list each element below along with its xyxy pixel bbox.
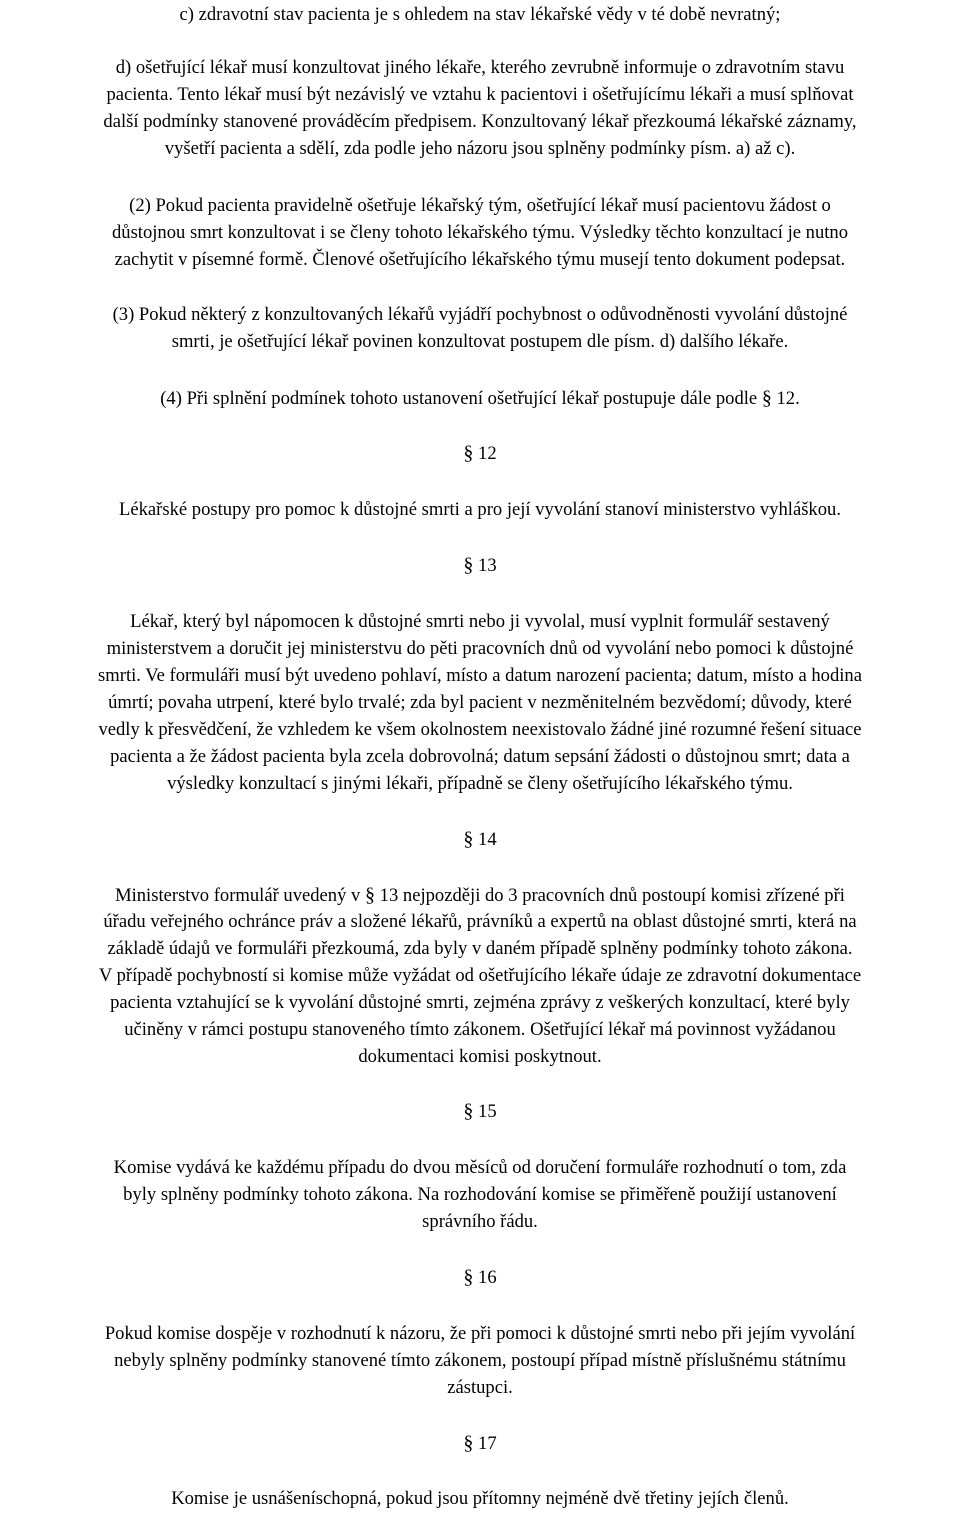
section-heading-15 [0,1098,960,1126]
text-line: dokumentaci komisi poskytnout. [358,1046,602,1067]
text-line: pacienta. Tento lékař musí být nezávislý ve vztahu k pacientovi i ošetřujícímu lékaři a musí splňovat [106,84,854,105]
text-line: Lékařské postupy pro pomoc k důstojné smrti a pro její vyvolání stanoví ministerstvo vyhláškou. [119,499,841,520]
section-heading-16 [0,1264,960,1292]
text-segment: Ministerstvo formulář uvedený v [115,885,361,906]
section-number: 16 [478,1267,497,1288]
text-line: ministerstvem a doručit jej ministerstvu do pěti pracovních dnů od vyvolání nebo pomoci k důstojné [106,638,854,659]
section-symbol: § [463,442,474,464]
text-line: úmrtí; povaha utrpení, které bylo trvalé; zda byl pacient v nezměnitelném bezvědomí; důvody, které [108,692,852,713]
text-segment: 13 nejpozději do 3 pracovních dnů postoupí komisi zřízené při [379,885,845,906]
text-line: Komise je usnášeníschopná, pokud jsou přítomny nejméně dvě třetiny jejích členů. [171,1488,789,1509]
text-line: pacienta vztahující se k vyvolání důstojné smrti, zejména zprávy z veškerých konzultací, které byly [110,992,850,1013]
section-symbol: § [365,884,376,906]
text-line: důstojnou smrt konzultovat i se členy tohoto lékařského týmu. Výsledky těchto konzultací je nutno [111,222,849,243]
section-symbol: § [463,828,474,850]
section-symbol: § [463,1266,474,1288]
text-line: výsledky konzultací s jinými lékaři, případně se členy ošetřujícího lékařského týmu. [167,773,793,794]
section-symbol: § [761,387,772,409]
text-line: (3) Pokud některý z konzultovaných lékařů vyjádří pochybnost o odůvodněnosti vyvolání důstojné [112,304,848,325]
text-line: další podmínky stanovené prováděcím předpisem. Konzultovaný lékař přezkoumá lékařské záznamy, [103,111,857,132]
text-line [0,385,960,413]
text-line: Komise vydává ke každému případu do dvou měsíců od doručení formuláře rozhodnutí o tom, zda [113,1157,847,1178]
text-line: Lékař, který byl nápomocen k důstojné smrti nebo ji vyvolal, musí vyplnit formulář sestavený [130,611,830,632]
text-line: V případě pochybností si komise může vyžádat od ošetřujícího lékaře údaje ze zdravotní dokumentace [98,965,862,986]
text-line: učiněny v rámci postupu stanoveného tímto zákonem. Ošetřující lékař má povinnost vyžádanou [124,1019,836,1040]
section-heading-17 [0,1430,960,1458]
section-number: 12 [478,443,497,464]
text-line: vyšetří pacienta a sdělí, zda podle jeho názoru jsou splněny podmínky písm. a) až c). [164,138,796,159]
section-number: 15 [478,1101,497,1122]
text-line: vedly k přesvědčení, že vzhledem ke všem okolnostem neexistovalo žádné jiné rozumné řešení situace [98,719,862,740]
section-symbol: § [463,1432,474,1454]
text-line: byly splněny podmínky tohoto zákona. Na rozhodování komise se přiměřeně použijí ustanovení [123,1184,837,1205]
section-reference: 12. [776,388,800,409]
section-heading-14 [0,826,960,854]
text-line: (2) Pokud pacienta pravidelně ošetřuje lékařský tým, ošetřující lékař musí pacientovu žádost o [129,195,831,216]
section-number: 13 [478,555,497,576]
text-line: zástupci. [447,1377,513,1398]
text-line: nebyly splněny podmínky stanovené tímto zákonem, postoupí případ místně příslušnému státnímu [114,1350,846,1371]
text-segment: (4) Při splnění podmínek tohoto ustanovení ošetřující lékař postupuje dále podle [160,388,758,409]
text-line: d) ošetřující lékař musí konzultovat jiného lékaře, kterého zevrubně informuje o zdravotním stavu [115,57,845,78]
section-symbol: § [463,554,474,576]
text-line: c) zdravotní stav pacienta je s ohledem na stav lékařské vědy v té době nevratný; [179,4,781,25]
text-line: Pokud komise dospěje v rozhodnutí k názoru, že při pomoci k důstojné smrti nebo při jejím vyvolání [104,1323,856,1344]
section-heading-13 [0,552,960,580]
section-number: 17 [478,1433,497,1454]
text-line: smrti, je ošetřující lékař povinen konzultovat postupem dle písm. d) dalšího lékaře. [171,331,789,352]
section-symbol: § [463,1100,474,1122]
text-line [0,882,960,910]
text-line: pacienta a že žádost pacienta byla zcela dobrovolná; datum sepsání žádosti o důstojnou smrt; data a [110,746,850,767]
section-number: 14 [478,829,497,850]
text-line: správního řádu. [422,1211,538,1232]
text-line: zachytit v písemné formě. Členové ošetřujícího lékařského týmu musejí tento dokument podepsat. [114,249,846,270]
section-heading-12 [0,440,960,468]
text-line: úřadu veřejného ochránce práv a složené lékařů, právníků a expertů na oblast důstojné smrti, která na [103,911,857,932]
text-line: smrti. Ve formuláři musí být uvedeno pohlaví, místo a datum narození pacienta; datum, místo a hodina [98,665,862,686]
text-line: základě údajů ve formuláři přezkoumá, zda byly v daném případě splněny podmínky tohoto zákona. [107,938,853,959]
